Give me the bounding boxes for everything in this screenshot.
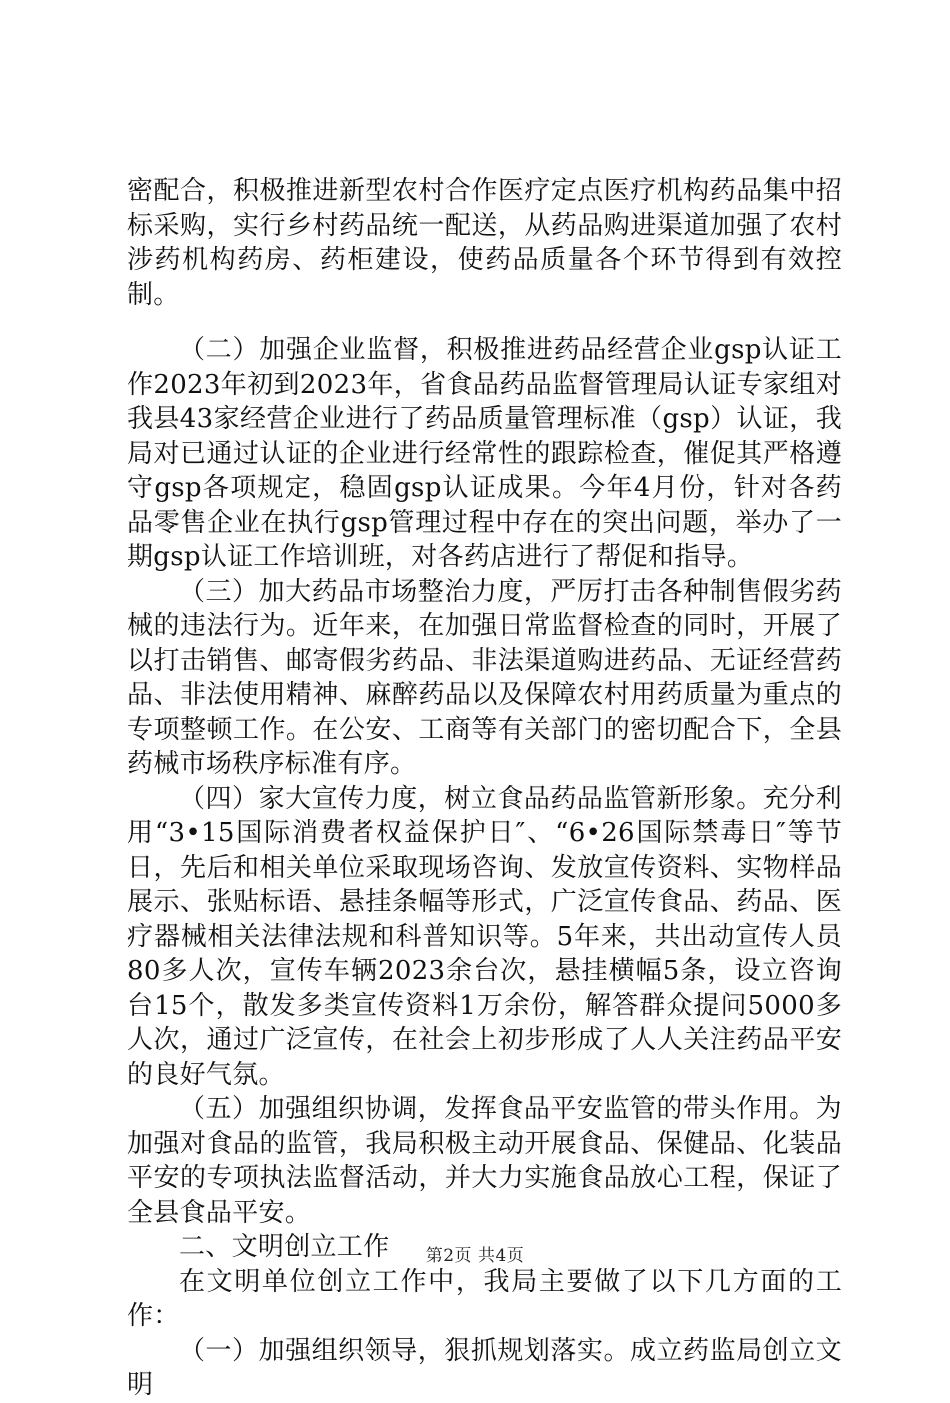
paragraph-continuation: 密配合，积极推进新型农村合作医疗定点医疗机构药品集中招标采购，实行乡村药品统一配送，从药品购进渠道加强了农村涉药机构药房、药柜建设，使药品质量各个环节得到有效控制。	[127, 176, 842, 310]
paragraph-market-rectification: （三）加大药品市场整治力度，严厉打击各种制售假劣药械的违法行为。近年来，在加强日常监督检查的同时，开展了以打击销售、邮寄假劣药品、非法渠道购进药品、无证经营药品、非法使用精神、麻醉药品以及保障农村用药质量为重点的专项整顿工作。在公安、工商等有关部门的密切配合下，全县药械市场秩序标准有序。	[127, 576, 842, 779]
paragraph-publicity: （四）家大宣传力度，树立食品药品监管新形象。充分利用“3•15国际消费者权益保护日″、“6•26国际禁毒日″等节日，先后和相关单位采取现场咨询、发放宣传资料、实物样品展示、张贴标语、悬挂条幅等形式，广泛宣传食品、药品、医疗器械相关法律法规和科普知识等。5年来，共出动宣传人员80多人次，宣传车辆2023余台次，悬挂横幅5条，设立咨询台15个，散发多类宣传资料1万余份，解答群众提问5000多人次，通过广泛宣传，在社会上初步形成了人人关注药品平安的良好气氛。	[127, 783, 842, 1090]
page-footer: 第2页 共4页	[425, 1246, 525, 1266]
paragraph-gsp-certification: （二）加强企业监督，积极推进药品经营企业gsp认证工作2023年初到2023年，省食品药品监督管理局认证专家组对我县43家经营企业进行了药品质量管理标准（gsp）认证，我局对已通过认证的企业进行经常性的跟踪检查，催促其严格遵守gsp各项规定，稳固gsp认证成果。今年4月份，针对各药品零售企业在执行gsp管理过程中存在的突出问题，举办了一期gsp认证工作培训班，对各药店进行了帮促和指导。	[127, 335, 842, 572]
document-body	[127, 174, 842, 1403]
paragraph-food-safety: （五）加强组织协调，发挥食品平安监管的带头作用。为加强对食品的监管，我局积极主动开展食品、保健品、化装品平安的专项执法监督活动，并大力实施食品放心工程，保证了全县食品平安。	[127, 1094, 842, 1228]
paragraph-gap	[127, 312, 842, 333]
paragraph-civilization-intro: 在文明单位创立工作中，我局主要做了以下几方面的工作：	[127, 1266, 842, 1331]
section-heading-civilization: 二、文明创立工作	[179, 1232, 390, 1262]
paragraph-organization-leadership: （一）加强组织领导，狠抓规划落实。成立药监局创立文明	[127, 1335, 842, 1400]
